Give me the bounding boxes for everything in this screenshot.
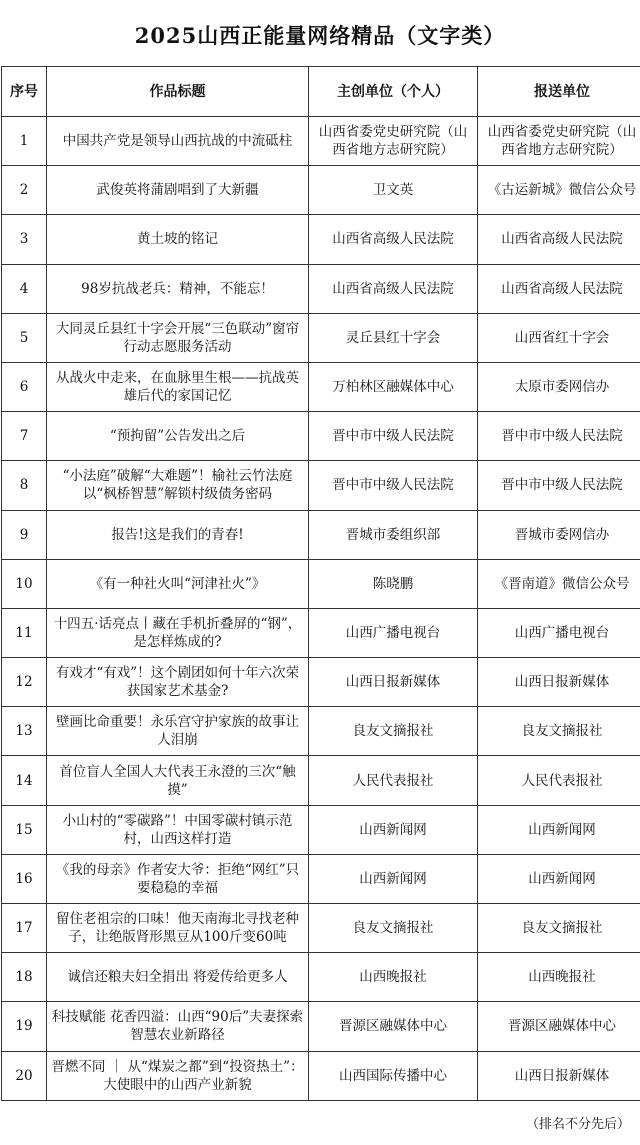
- row-no: 2: [2, 166, 47, 215]
- row-org: 卫文英: [309, 166, 478, 215]
- row-no: 5: [2, 313, 47, 362]
- row-title: 十四五·话亮点丨藏在手机折叠屏的“钢”，是怎样炼成的?: [47, 608, 309, 657]
- row-title: 晋燃不同 ｜ 从“煤炭之都”到“投资热土”：大使眼中的山西产业新貌: [47, 1051, 309, 1100]
- table-row: [2, 805, 640, 854]
- row-sub: 《晋南道》微信公众号: [478, 559, 640, 608]
- row-no: 1: [2, 117, 47, 166]
- row-sub: 良友文摘报社: [478, 707, 640, 756]
- row-sub: 晋源区融媒体中心: [478, 1002, 640, 1051]
- document-title: 2025山西正能量网络精品（文字类）: [134, 23, 506, 48]
- table-row: [2, 1051, 640, 1100]
- table-row: [2, 461, 640, 510]
- row-org: 山西省委党史研究院（山西省地方志研究院）: [309, 117, 478, 166]
- row-title: 留住老祖宗的口味！他天南海北寻找老种子，让绝版肾形黑豆从100斤变60吨: [47, 904, 309, 953]
- row-org: 山西新闻网: [309, 805, 478, 854]
- row-org: 晋中市中级人民法院: [309, 461, 478, 510]
- row-sub: 山西晚报社: [478, 953, 640, 1002]
- table-row: [2, 215, 640, 264]
- row-sub: 晋城市委网信办: [478, 510, 640, 559]
- row-no: 3: [2, 215, 47, 264]
- row-no: 18: [2, 953, 47, 1002]
- row-no: 8: [2, 461, 47, 510]
- row-title: 《我的母亲》作者安大爷：拒绝“网红”只要稳稳的幸福: [47, 854, 309, 903]
- row-no: 20: [2, 1051, 47, 1100]
- row-org: 山西晚报社: [309, 953, 478, 1002]
- row-sub: 良友文摘报社: [478, 904, 640, 953]
- row-org: 人民代表报社: [309, 756, 478, 805]
- table-row: [2, 510, 640, 559]
- table-row: [2, 608, 640, 657]
- row-org: 晋城市委组织部: [309, 510, 478, 559]
- table-header-row: [2, 67, 640, 117]
- row-no: 9: [2, 510, 47, 559]
- row-org: 良友文摘报社: [309, 707, 478, 756]
- row-no: 4: [2, 264, 47, 313]
- row-org: 万柏林区融媒体中心: [309, 362, 478, 411]
- row-title: “预拘留”公告发出之后: [47, 412, 309, 461]
- row-org: 晋中市中级人民法院: [309, 412, 478, 461]
- row-org: 山西国际传播中心: [309, 1051, 478, 1100]
- row-no: 11: [2, 608, 47, 657]
- table-row: [2, 117, 640, 166]
- row-title: 小山村的“零碳路”！中国零碳村镇示范村，山西这样打造: [47, 805, 309, 854]
- row-sub: 晋中市中级人民法院: [478, 461, 640, 510]
- table-row: [2, 559, 640, 608]
- works-table: [1, 66, 640, 1101]
- row-sub: 山西省红十字会: [478, 313, 640, 362]
- row-title: 大同灵丘县红十字会开展“三色联动”窗帘行动志愿服务活动: [47, 313, 309, 362]
- row-org: 山西广播电视台: [309, 608, 478, 657]
- row-org: 山西新闻网: [309, 854, 478, 903]
- table-row: [2, 166, 640, 215]
- table-row: [2, 953, 640, 1002]
- row-no: 14: [2, 756, 47, 805]
- row-sub: 太原市委网信办: [478, 362, 640, 411]
- table-row: [2, 1002, 640, 1051]
- row-org: 山西日报新媒体: [309, 658, 478, 707]
- row-org: 陈晓鹏: [309, 559, 478, 608]
- table-row: [2, 854, 640, 903]
- row-no: 6: [2, 362, 47, 411]
- table-row: [2, 362, 640, 411]
- row-org: 良友文摘报社: [309, 904, 478, 953]
- row-title: 《有一种社火叫“河津社火”》: [47, 559, 309, 608]
- row-title: 黄土坡的铭记: [47, 215, 309, 264]
- row-title: 有戏才“有戏”！这个剧团如何十年六次荣获国家艺术基金?: [47, 658, 309, 707]
- row-no: 16: [2, 854, 47, 903]
- row-title: 98岁抗战老兵：精神，不能忘！: [47, 264, 309, 313]
- row-title: “小法庭”破解“大难题”！榆社云竹法庭以“枫桥智慧”解锁村级债务密码: [47, 461, 309, 510]
- row-sub: 山西省高级人民法院: [478, 264, 640, 313]
- row-no: 10: [2, 559, 47, 608]
- header-no: 序号: [2, 67, 47, 117]
- row-sub: 山西省高级人民法院: [478, 215, 640, 264]
- table-row: [2, 412, 640, 461]
- row-sub: 山西新闻网: [478, 805, 640, 854]
- row-title: 中国共产党是领导山西抗战的中流砥柱: [47, 117, 309, 166]
- table-row: [2, 658, 640, 707]
- row-org: 灵丘县红十字会: [309, 313, 478, 362]
- row-sub: 《古运新城》微信公众号: [478, 166, 640, 215]
- row-sub: 晋中市中级人民法院: [478, 412, 640, 461]
- row-title: 从战火中走来，在血脉里生根——抗战英雄后代的家国记忆: [47, 362, 309, 411]
- row-org: 晋源区融媒体中心: [309, 1002, 478, 1051]
- row-title: 首位盲人全国人大代表王永澄的三次“触摸”: [47, 756, 309, 805]
- row-no: 19: [2, 1002, 47, 1051]
- ranking-note: （排名不分先后）: [525, 1117, 630, 1132]
- row-sub: 山西广播电视台: [478, 608, 640, 657]
- row-title: 壁画比命重要！永乐宫守护家族的故事让人泪崩: [47, 707, 309, 756]
- row-sub: 山西新闻网: [478, 854, 640, 903]
- row-no: 7: [2, 412, 47, 461]
- row-sub: 山西省委党史研究院（山西省地方志研究院）: [478, 117, 640, 166]
- row-sub: 山西日报新媒体: [478, 658, 640, 707]
- row-no: 13: [2, 707, 47, 756]
- row-sub: 山西日报新媒体: [478, 1051, 640, 1100]
- row-title: 诚信还粮夫妇全捐出 将爱传给更多人: [47, 953, 309, 1002]
- row-no: 17: [2, 904, 47, 953]
- row-org: 山西省高级人民法院: [309, 215, 478, 264]
- row-no: 15: [2, 805, 47, 854]
- row-title: 武俊英将蒲剧唱到了大新疆: [47, 166, 309, 215]
- header-org: 主创单位（个人）: [309, 67, 478, 117]
- table-row: [2, 313, 640, 362]
- table-row: [2, 264, 640, 313]
- row-no: 12: [2, 658, 47, 707]
- row-sub: 人民代表报社: [478, 756, 640, 805]
- header-sub: 报送单位: [478, 67, 640, 117]
- header-title: 作品标题: [47, 67, 309, 117]
- row-title: 科技赋能 花香四溢：山西“90后”夫妻探索智慧农业新路径: [47, 1002, 309, 1051]
- row-title: 报告!这是我们的青春!: [47, 510, 309, 559]
- table-row: [2, 904, 640, 953]
- table-row: [2, 756, 640, 805]
- table-row: [2, 707, 640, 756]
- row-org: 山西省高级人民法院: [309, 264, 478, 313]
